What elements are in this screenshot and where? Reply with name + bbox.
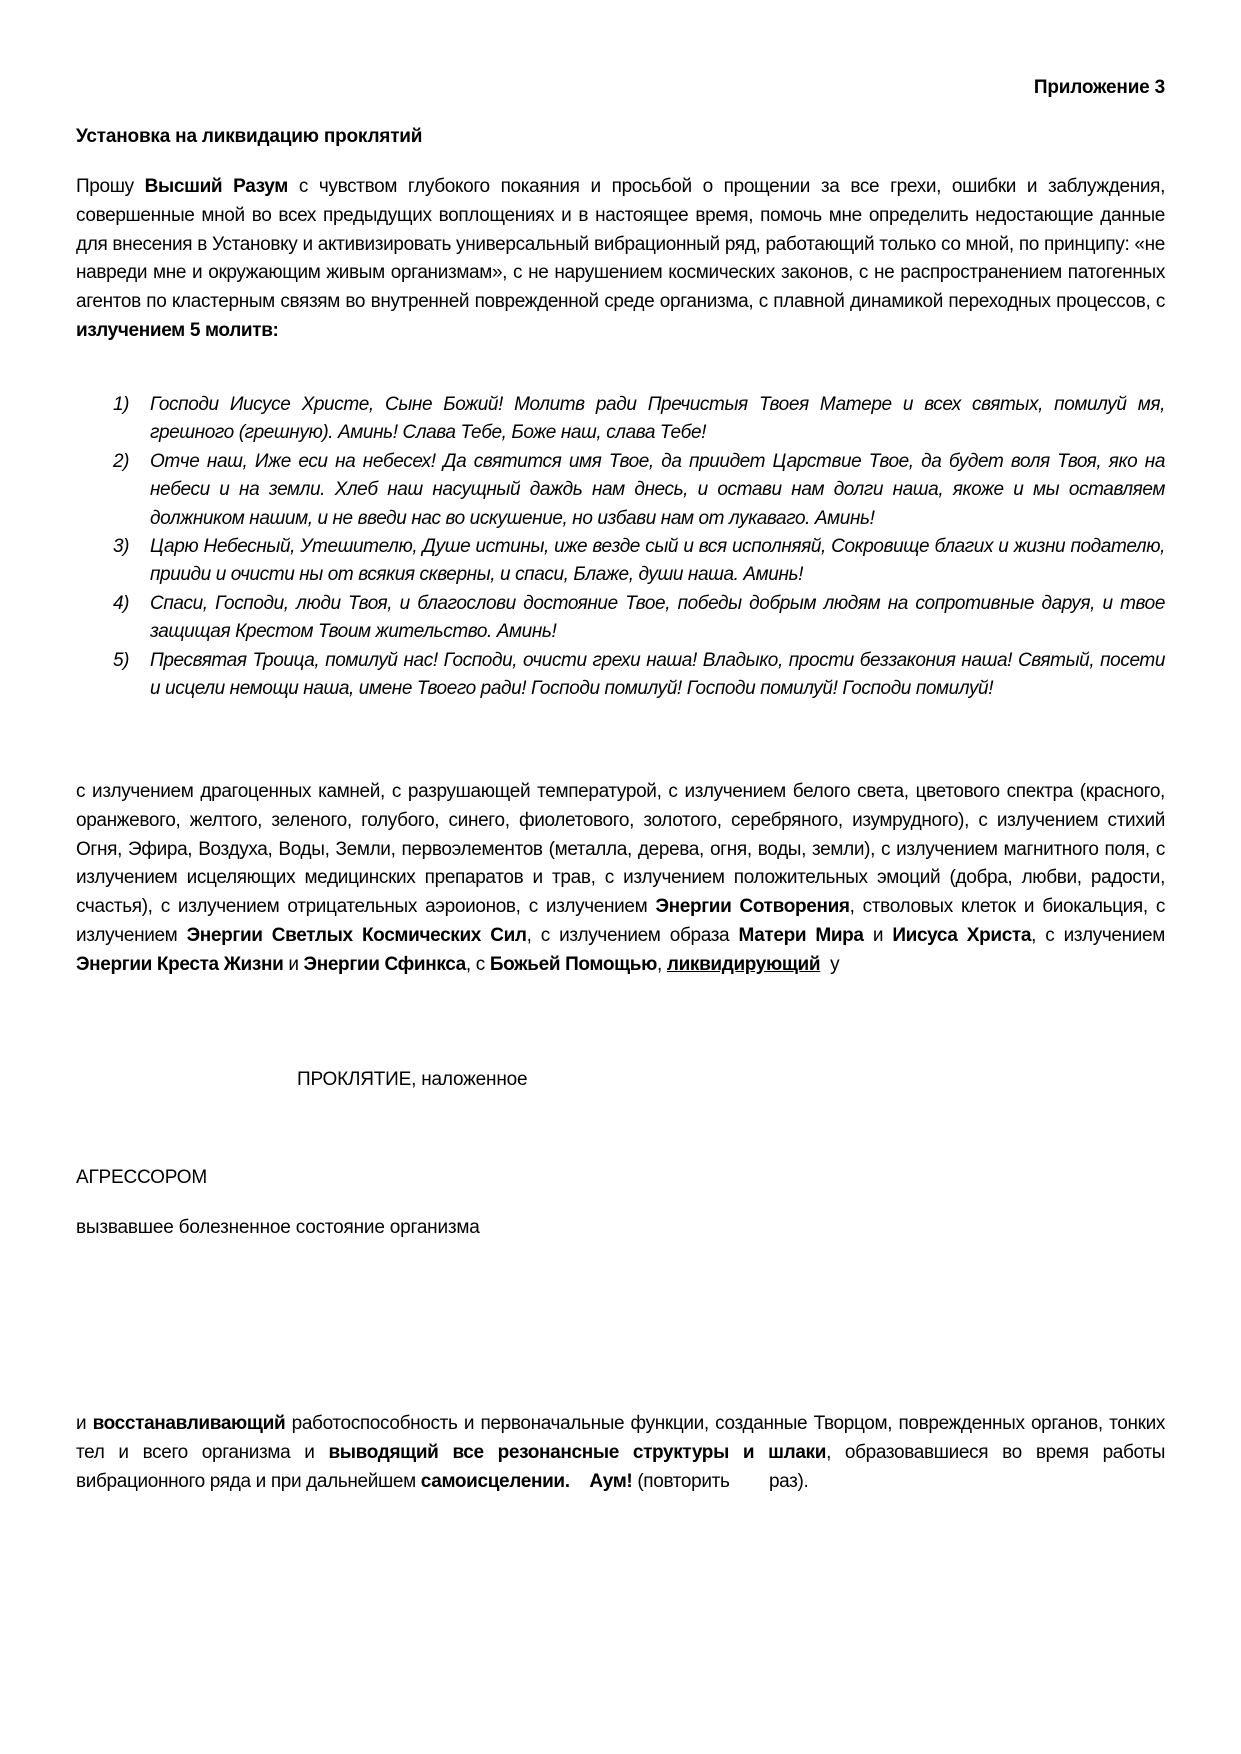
closing-bold: восстанавливающий: [92, 1413, 286, 1434]
closing-text: [570, 1471, 590, 1492]
prayer-number: 1): [113, 394, 130, 415]
document-title: Установка на ликвидацию проклятий: [76, 126, 423, 147]
emissions-bold: Энергии Сотворения: [655, 896, 850, 918]
prayer-item: [76, 590, 1165, 647]
emissions-bold: Иисуса Христа: [892, 924, 1032, 946]
emissions-text: , с излучением образа: [526, 924, 739, 946]
prayer-number: 3): [113, 536, 130, 558]
closing-repeat-text: (повторить раз).: [632, 1470, 809, 1492]
emissions-text: ,: [657, 953, 667, 975]
emissions-text: с излучением драгоценных камней, с разрушающей температурой, с излучением белого света, цветового спектра (красного, оранжевого, желтого, зеленого, голубого, синего, фиолетового, золотого, серебряного, изумрудного), с излучением стихий Огня, Эфира, Воздуха, Воды, Земли, первоэлементов (металла, дерева, огня, воды, земли), с излучением магнитного поля, с излучением исцеляющих медицинских препаратов и трав, с излучением положительных эмоций (добра, любви, радости, счастья), с излучением отрицательных аэроионов, с излучением: [76, 781, 1165, 918]
prayer-item: [76, 448, 1165, 533]
closing-bold: выводящий все резонансные структуры и шлаки: [328, 1441, 827, 1463]
closing-text: и: [76, 1413, 93, 1434]
intro-bold-prayers: излучением 5 молитв:: [76, 319, 279, 341]
prayer-number: 5): [113, 649, 130, 671]
emissions-bold: Энергии Светлых Космических Сил: [186, 924, 527, 946]
prayer-item: [76, 391, 1165, 448]
intro-text: с чувством глубокого покаяния и просьбой о прощении за все грехи, ошибки и заблуждения, совершенные мной во всех предыдущих воплощениях и в настоящее время, помочь мне определить недостающие данные для внесения в Установку и активизировать универсальный вибрационный ряд, работающий только со мной, по принципу: «не навреди мне и окружающим живым организмам», с не нарушением космических законов, с не распространением патогенных агентов по кластерным связям во внутренней поврежденной среде организма, с плавной динамикой переходных процессов, с: [76, 176, 1165, 313]
curse-line: ПРОКЛЯТИЕ, наложенное: [297, 1069, 528, 1090]
emissions-text: , с излучением: [1031, 924, 1165, 946]
prayer-item: [76, 647, 1165, 704]
closing-text: , образовавшиеся во время работы вибрационного ряда и при дальнейшем: [76, 1441, 1166, 1492]
closing-text: работоспособность и первоначальные функции, созданные Творцом, поврежденных органов, тонких тел и всего организма и: [76, 1413, 1165, 1463]
emissions-bold: Матери Мира: [738, 924, 864, 946]
intro-text: Прошу: [76, 176, 145, 197]
closing-paragraph: [76, 1410, 1165, 1496]
prayer-text: Отче наш, Иже еси на небесех! Да святится имя Твое, да приидет Царствие Твое, да будет воля Твоя, яко на небеси и на земли. Хлеб наш насущный даждь нам днесь, и остави нам долги наша, якоже и мы оставляем должником нашим, и не введи нас во искушение, но избави нам от лукаваго. Аминь!: [150, 450, 1165, 529]
emissions-underlined-liquidating: ликвидирующий: [666, 953, 821, 975]
intro-bold-higher-mind: Высший Разум: [144, 176, 288, 197]
closing-bold-aum: Аум!: [589, 1470, 633, 1492]
prayer-text: Пресвятая Троица, помилуй нас! Господи, очисти грехи наша! Владыко, прости беззакония наша! Святый, посети и исцели немощи наша, имене Твоего ради! Господи помилуй! Господи помилуй! Господи помилуй!: [150, 649, 1165, 700]
prayer-number: 2): [113, 450, 130, 472]
prayer-list: [76, 391, 1165, 703]
aggressor-line: АГРЕССОРОМ: [76, 1167, 207, 1188]
intro-paragraph: [76, 173, 1165, 346]
emissions-text: у: [820, 953, 840, 975]
emissions-bold: Энергии Сфинкса: [303, 953, 466, 975]
emissions-bold: Божьей Помощью: [489, 953, 657, 975]
appendix-label: Приложение 3: [1033, 77, 1165, 98]
prayer-number: 4): [113, 592, 130, 614]
emissions-paragraph: [76, 778, 1165, 980]
prayer-text: Спаси, Господи, люди Твоя, и благослови достояние Твое, победы добрым людям на сопротивные даруя, и твое защищая Крестом Твоим жительство. Аминь!: [150, 592, 1165, 643]
emissions-text: и: [863, 924, 893, 946]
prayer-text: Господи Иисусе Христе, Сыне Божий! Молитв ради Пречистыя Твоея Матере и всех святых, помилуй мя, грешного (грешную). Аминь! Слава Тебе, Боже наш, слава Тебе!: [150, 394, 1165, 444]
emissions-text: и: [283, 953, 304, 975]
closing-bold: самоисцелении.: [420, 1470, 570, 1492]
emissions-bold: Энергии Креста Жизни: [76, 953, 284, 975]
prayer-text: Царю Небесный, Утешителю, Душе истины, иже везде сый и вся исполняяй, Сокровище благих и жизни подателю, прииди и очисти ны от всякия скверны, и спаси, Блаже, души наша. Аминь!: [150, 536, 1165, 586]
emissions-text: , стволовых клеток и биокальция, с излучением: [76, 896, 1166, 946]
caused-condition-line: вызвавшее болезненное состояние организма: [76, 1217, 480, 1238]
emissions-text: , с: [465, 953, 490, 975]
prayer-item: [76, 533, 1165, 590]
